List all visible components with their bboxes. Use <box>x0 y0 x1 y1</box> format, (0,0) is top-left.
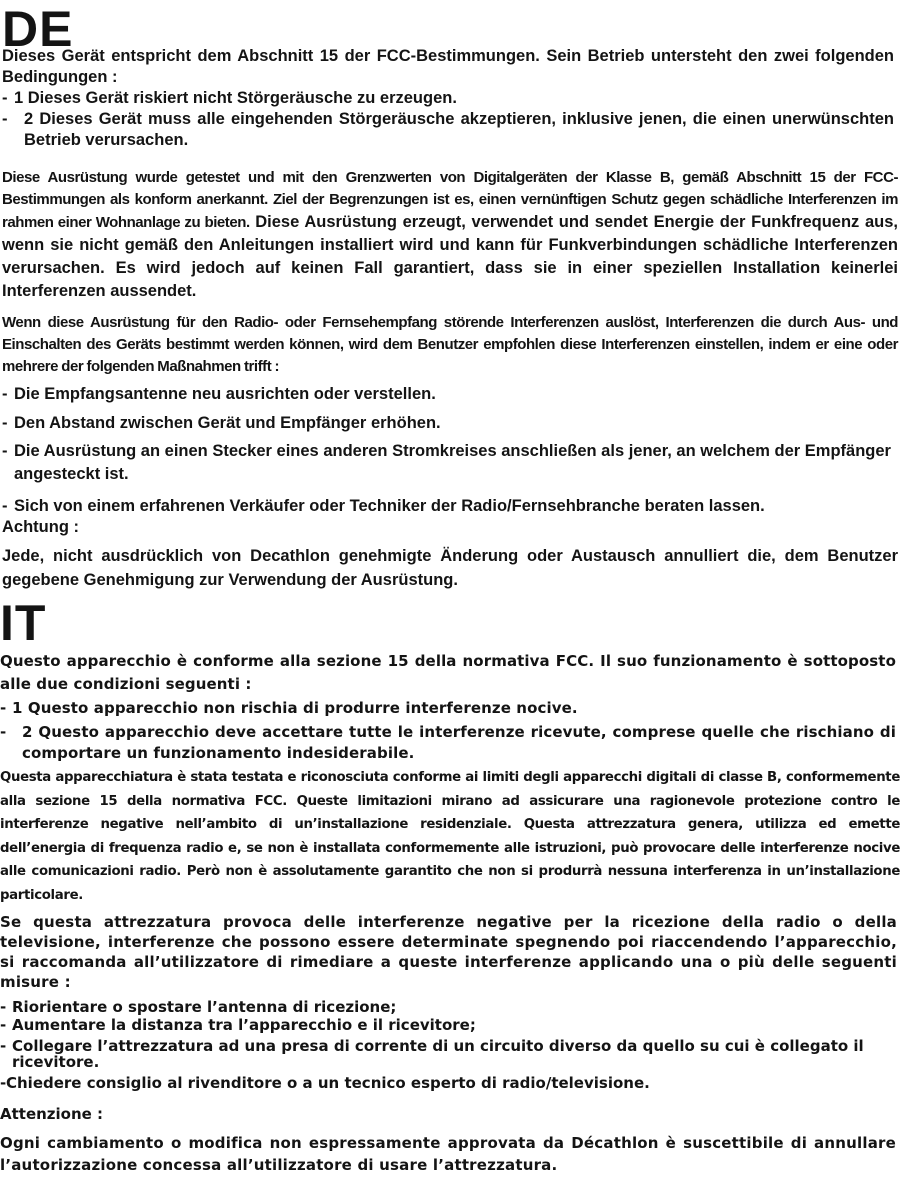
it-measure-1: - Riorientare o spostare l’antenna di ricezione; <box>0 998 397 1016</box>
section-heading-de: DE <box>2 1 74 57</box>
de-attention-label: Achtung : <box>2 518 79 536</box>
it-measure-4: - Chiedere consiglio al rivenditore o a un tecnico esperto di radio/televisione. <box>0 1074 650 1092</box>
de-attention-block <box>2 515 898 592</box>
de-measures <box>2 382 894 518</box>
it-intro: Questo apparecchio è conforme alla sezione 15 della normativa FCC. Il suo funzionamento è sottoposto alle due condizioni seguenti : <box>0 652 896 693</box>
it-measure-2: - Aumentare la distanza tra l’apparecchio e il ricevitore; <box>0 1016 476 1034</box>
it-intro-block <box>0 650 896 764</box>
de-measure-3: - Die Ausrüstung an einen Stecker eines anderen Stromkreises anschließen als jener, an welchem der Empfänger angesteckt ist. <box>2 442 891 483</box>
it-measure-3: - Collegare l’attrezzatura ad una presa di corrente di un circuito diverso da quello su cui è collegato il ricevitore. <box>0 1037 864 1071</box>
it-attention-text: Ogni cambiamento o modifica non espressamente approvata da Décathlon è suscettibile di annullare l’autorizzazione concessa all’utilizzatore di usare l’attrezzatura. <box>0 1134 896 1174</box>
it-attention-label: Attenzione : <box>0 1105 104 1123</box>
it-para1-block <box>0 766 900 907</box>
de-intro: Dieses Gerät entspricht dem Abschnitt 15 der FCC-Bestimmungen. Sein Betrieb untersteht den zwei folgenden Bedingungen : <box>2 47 894 86</box>
de-para1: Diese Ausrüstung wurde getestet und mit den Grenzwerten von Digitalgeräten der Klasse B, gemäß Abschnitt 15 der FCC-Bestimmungen als konform anerkannt. Ziel der Begrenzungen ist es, einen vernünftigen Schutz gegen schädliche Interferenzen im rahmen einer Wohnanlage zu bieten. Diese Ausrüstung erzeugt, verwendet und sendet Energie der Funkfrequenz aus, wenn sie nicht gemäß den Anleitungen installiert wird und kann für Funkverbindungen schädliche Interferenzen verursachen. Es wird jedoch auf keinen Fall garantiert, dass sie in einer speziellen Installation keinerlei Interferenzen aussendet. <box>2 169 898 300</box>
de-intro-block <box>2 46 894 151</box>
section-heading-it: IT <box>0 595 47 651</box>
de-condition-1: - 1 Dieses Gerät riskiert nicht Störgeräusche zu erzeugen. <box>2 89 457 107</box>
it-para1: Questa apparecchiatura è stata testata e riconosciuta conforme ai limiti degli apparecchi digitali di classe B, conformemente alla sezione 15 della normativa FCC. Queste limitazioni mirano ad assicurare una ragionevole protezione contro le interferenze negative nell’ambito di un’installazione residenziale. Questa attrezzatura genera, utilizza ed emette dell’energia di frequenza radio e, se non è installata conformemente alle istruzioni, può provocare delle interferenze nocive alle comunicazioni radio. Però non è assolutamente garantito che non si produrrà nessuna interferenza in un’installazione particolare. <box>0 770 900 903</box>
de-para1-block <box>2 167 898 303</box>
it-attention-block <box>0 1103 896 1176</box>
section-it <box>0 595 894 651</box>
de-measure-4: - Sich von einem erfahrenen Verkäufer oder Techniker der Radio/Fernsehbranche beraten lassen. <box>2 497 765 515</box>
de-attention-text: Jede, nicht ausdrücklich von Decathlon genehmigte Änderung oder Austausch annulliert die, dem Benutzer gegebene Genehmigung zur Verwendung der Ausrüstung. <box>2 547 898 589</box>
de-para2-block <box>2 312 898 378</box>
de-condition-2: - 2 Dieses Gerät muss alle eingehenden Störgeräusche akzeptieren, inklusive jenen, die einen unerwünschten Betrieb verursachen. <box>2 110 894 149</box>
it-measures <box>0 998 896 1094</box>
it-condition-1: - 1 Questo apparecchio non rischia di produrre interferenze nocive. <box>0 699 578 717</box>
de-measure-2: - Den Abstand zwischen Gerät und Empfänger erhöhen. <box>2 414 441 432</box>
it-condition-2: - 2 Questo apparecchio deve accettare tutte le interferenze ricevute, comprese quelle che rischiano di comportare un funzionamento indesiderabile. <box>0 723 896 762</box>
de-para2: Wenn diese Ausrüstung für den Radio- oder Fernsehempfang störende Interferenzen auslöst, Interferenzen die durch Aus- und Einschalten des Geräts bestimmt werden können, wird dem Benutzer empfohlen diese Interferenzen einstellen, indem er eine oder mehrere der folgenden Maßnahmen trifft : <box>2 314 898 375</box>
it-para2: Se questa attrezzatura provoca delle interferenze negative per la ricezione della radio o della televisione, interferenze che possono essere determinate spegnendo poi riaccendendo l’apparecchio, si raccomanda all’utilizzatore di rimediare a queste interferenze applicando una o più delle seguenti misure : <box>0 913 897 991</box>
it-para2-block <box>0 912 897 992</box>
de-measure-1: - Die Empfangsantenne neu ausrichten oder verstellen. <box>2 385 436 403</box>
